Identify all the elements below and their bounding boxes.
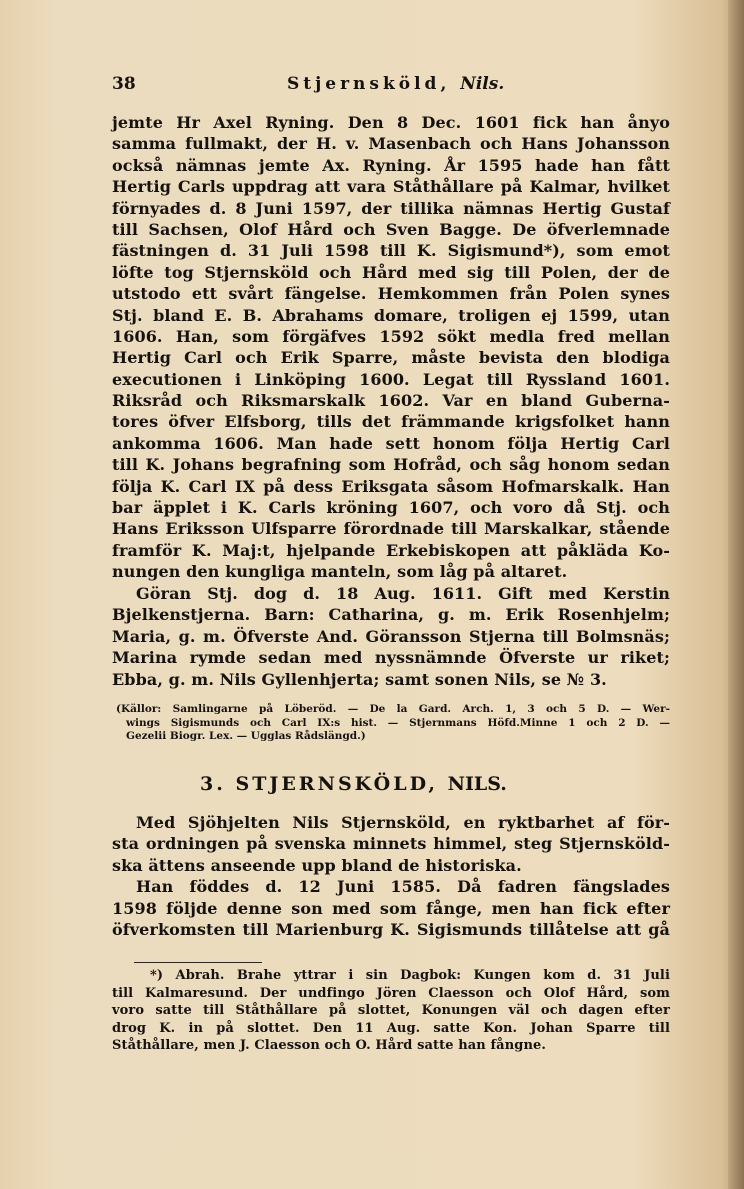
running-head-family: Stjernsköld	[287, 74, 441, 94]
text-line: också nämnas jemte Ax. Ryning. År 1595 hade han fått	[112, 155, 670, 175]
text-line: executionen i Linköping 1600. Legat till Ryssland 1601.	[112, 369, 670, 389]
text-line: till Sachsen, Olof Hård och Sven Bagge. De öfverlemnade	[112, 219, 670, 239]
section-family-name: STJERNSKÖLD,	[235, 773, 439, 795]
source-line: (Källor: Samlingarne på Löberöd. — De la Gard. Arch. 1, 3 och 5 D. — Wer-	[116, 703, 670, 715]
text-line: samma fullmakt, der H. v. Masenbach och Hans Johansson	[112, 134, 670, 154]
source-line: Gezelii Biogr. Lex. — Ugglas Rådslängd.)	[126, 730, 366, 742]
text-line: bar äpplet i K. Carls kröning 1607, och voro då Stj. och	[112, 498, 670, 518]
source-line: wings Sigismunds och Carl IX:s hist. — Stjernmans Höfd.Minne 1 och 2 D. —	[126, 716, 670, 729]
section-paragraph	[112, 812, 670, 940]
text-line: Maria, g. m. Öfverste And. Göransson Stjerna till Bolmsnäs;	[112, 626, 670, 646]
text-line: Bjelkenstjerna. Barn: Catharina, g. m. Erik Rosenhjelm;	[112, 605, 670, 625]
running-head-name: Nils.	[460, 74, 505, 94]
section-given-name: NILS.	[447, 773, 507, 795]
text-line: 1606. Han, som förgäfves 1592 sökt medla fred mellan	[112, 326, 670, 346]
text-line: fästningen d. 31 Juli 1598 till K. Sigismund*), som emot	[112, 241, 670, 261]
section-number: 3.	[200, 773, 226, 795]
footnote-line: Ståthållare, men J. Claesson och O. Hård satte han fångne.	[112, 1038, 546, 1054]
text-line: Hans Eriksson Ulfsparre förordnade till Marskalkar, stående	[112, 519, 670, 539]
text-line: Ebba, g. m. Nils Gyllenhjerta; samt sonen Nils, se № 3.	[112, 669, 607, 689]
footnote-divider	[134, 962, 262, 963]
text-line: Han föddes d. 12 Juni 1585. Då fadren fängslades	[136, 877, 670, 897]
text-line: ankomma 1606. Man hade sett honom följa Hertig Carl	[112, 433, 670, 453]
footnote-line: till Kalmaresund. Der undfingo Jören Claesson och Olof Hård, som	[112, 985, 670, 1001]
page-spine-shadow	[728, 0, 744, 1189]
text-line: Hertig Carl och Erik Sparre, måste bevista den blodiga	[112, 348, 670, 368]
text-line: öfverkomsten till Marienburg K. Sigismunds tillåtelse att gå	[112, 919, 670, 939]
text-line: förnyades d. 8 Juni 1597, der tillika nämnas Hertig Gustaf	[112, 198, 670, 218]
text-line: Stj. bland E. B. Abrahams domare, troligen ej 1599, utan	[112, 305, 670, 325]
text-line: jemte Hr Axel Ryning. Den 8 Dec. 1601 fick han ånyo	[112, 113, 670, 132]
text-line: till K. Johans begrafning som Hofråd, och såg honom sedan	[112, 455, 670, 475]
footnote	[112, 967, 670, 1055]
text-line: löfte tog Stjernsköld och Hård med sig till Polen, der de	[112, 262, 670, 282]
text-line: Göran Stj. dog d. 18 Aug. 1611. Gift med Kerstin	[136, 584, 670, 603]
footnote-line: drog K. in på slottet. Den 11 Aug. satte Kon. Johan Sparre till	[112, 1020, 670, 1036]
page-number: 38	[112, 74, 136, 94]
page-header	[112, 74, 672, 98]
text-line: sta ordningen på svenska minnets himmel, steg Stjernsköld-	[112, 834, 670, 854]
text-line: Marina rymde sedan med nyssnämnde Öfverste ur riket;	[112, 648, 670, 668]
running-head: Stjernsköld, Nils.	[287, 74, 505, 94]
text-line: tores öfver Elfsborg, tills det främmande krigsfolket hann	[112, 412, 670, 432]
goran-paragraph	[112, 583, 670, 690]
section-heading	[200, 773, 507, 795]
text-line: ska ättens anseende upp bland de historiska.	[112, 855, 522, 875]
footnote-line: voro satte till Ståthållare på slottet, Konungen väl och dagen efter	[112, 1003, 670, 1019]
text-line: framför K. Maj:t, hjelpande Erkebiskopen att påkläda Ko-	[112, 540, 670, 560]
text-line: Med Sjöhjelten Nils Stjernsköld, en ryktbarhet af för-	[136, 813, 670, 832]
text-line: Riksråd och Riksmarskalk 1602. Var en bland Guberna-	[112, 391, 670, 411]
sources-note	[112, 703, 670, 744]
text-line: utstodo ett svårt fängelse. Hemkommen från Polen synes	[112, 284, 670, 304]
text-line: Hertig Carls uppdrag att vara Ståthållare på Kalmar, hvilket	[112, 177, 670, 197]
footnote-line: *) Abrah. Brahe yttrar i sin Dagbok: Kungen kom d. 31 Juli	[150, 968, 670, 983]
text-line: följa K. Carl IX på dess Eriksgata såsom Hofmarskalk. Han	[112, 476, 670, 496]
text-line: nungen den kungliga manteln, som låg på altaret.	[112, 562, 568, 582]
body-paragraph	[112, 112, 670, 583]
text-line: 1598 följde denne son med som fånge, men han fick efter	[112, 898, 670, 918]
